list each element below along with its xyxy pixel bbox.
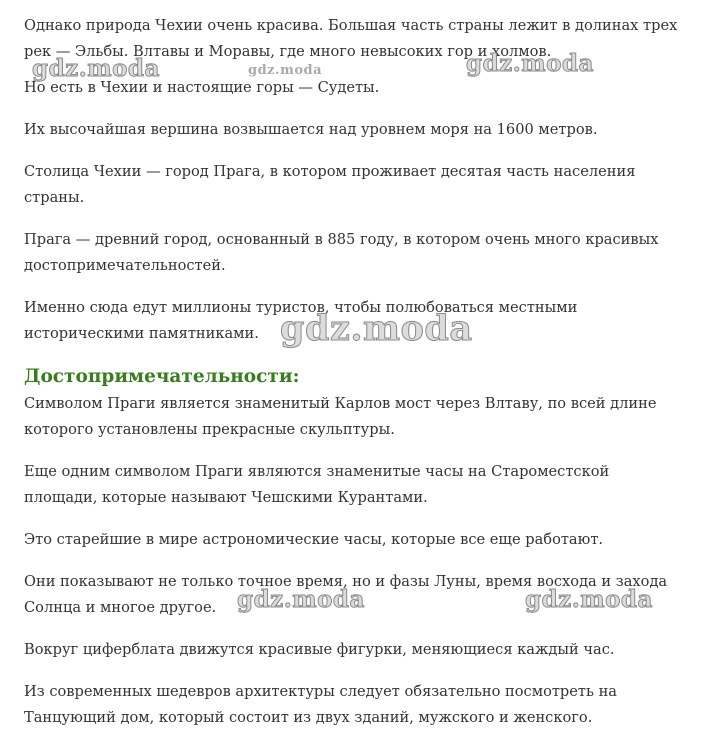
paragraph: Это старейшие в мире астрономические часы, которые все еще работают. (24, 531, 604, 548)
article-body (24, 13, 684, 731)
watermark: gdz.moda (237, 586, 365, 613)
paragraph: Однако природа Чехии очень красива. Большая часть страны лежит в долинах трех рек — Эльбы. Влтавы и Моравы, где много невысоких гор и холмов. (24, 17, 678, 60)
paragraph: Их высочайшая вершина возвышается над уровнем моря на 1600 метров. (24, 121, 598, 138)
watermark: gdz.moda (525, 586, 653, 613)
watermark: gdz.moda (32, 55, 160, 82)
watermark: gdz.moda (248, 63, 323, 78)
paragraph: Из современных шедевров архитектуры следует обязательно посмотреть на Танцующий дом, который состоит из двух зданий, мужского и женского. (24, 683, 617, 726)
paragraph: Прага — древний город, основанный в 885 году, в котором очень много красивых достопримечательностей. (24, 231, 659, 274)
paragraph: Еще одним символом Праги являются знаменитые часы на Староместской площади, которые называют Чешскими Курантами. (24, 463, 610, 506)
watermark: gdz.moda (280, 308, 473, 349)
watermark: gdz.moda (466, 50, 594, 77)
section-heading: Достопримечательности: (24, 366, 300, 387)
paragraph: Вокруг циферблата движутся красивые фигурки, меняющиеся каждый час. (24, 641, 615, 658)
paragraph: Но есть в Чехии и настоящие горы — Судеты. (24, 79, 380, 96)
paragraph: Именно сюда едут миллионы туристов, чтобы полюбоваться местными историческими памятниками. (24, 299, 578, 342)
paragraph: Столица Чехии — город Прага, в котором проживает десятая часть населения страны. (24, 163, 636, 206)
paragraph: Символом Праги является знаменитый Карлов мост через Влтаву, по всей длине которого установлены прекрасные скульптуры. (24, 395, 657, 438)
paragraph: Они показывают не только точное время, но и фазы Луны, время восхода и захода Солнца и многое другое. (24, 573, 668, 616)
